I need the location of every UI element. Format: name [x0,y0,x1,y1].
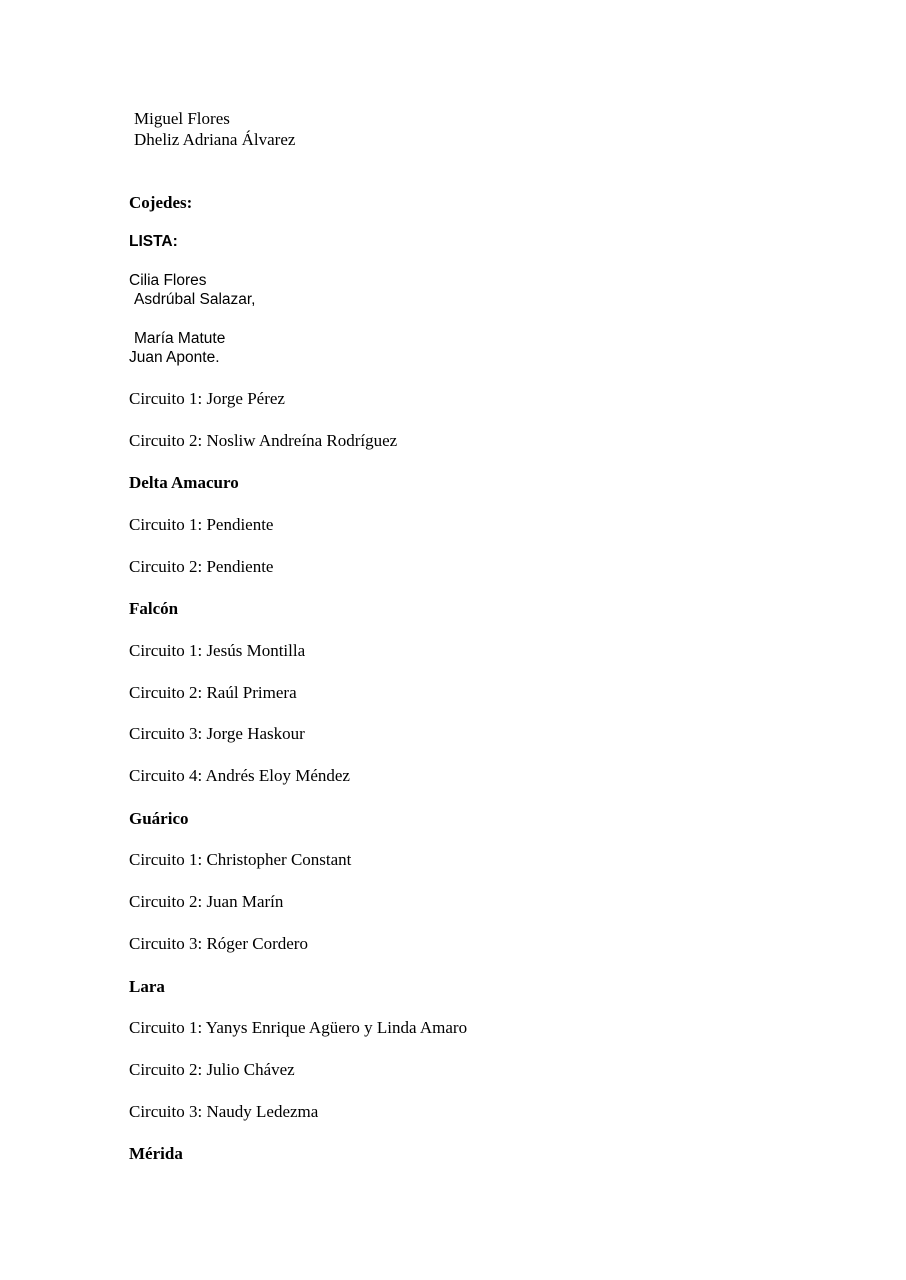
intro-name: Miguel Flores [134,109,230,128]
section-heading-cojedes: Cojedes: [129,193,193,212]
circuit-line: Circuito 1: Jorge Pérez [129,389,285,408]
circuit-line: Circuito 4: Andrés Eloy Méndez [129,766,350,785]
circuit-line: Circuito 2: Nosliw Andreína Rodríguez [129,431,398,450]
circuit-line: Circuito 3: Jorge Haskour [129,724,305,743]
lista-item: Asdrúbal Salazar, [134,291,256,308]
section-heading-guarico: Guárico [129,809,189,828]
section-heading-falcon: Falcón [129,599,179,618]
lista-item: María Matute [134,330,226,347]
circuit-line: Circuito 2: Julio Chávez [129,1060,295,1079]
section-heading-lara: Lara [129,977,165,996]
section-heading-delta-amacuro: Delta Amacuro [129,473,239,492]
intro-name: Dheliz Adriana Álvarez [134,130,296,149]
lista-item: Cilia Flores [129,272,207,289]
circuit-line: Circuito 2: Raúl Primera [129,683,297,702]
circuit-line: Circuito 3: Naudy Ledezma [129,1102,319,1121]
lista-item: Juan Aponte. [129,349,220,366]
lista-label: LISTA: [129,233,178,250]
circuit-line: Circuito 1: Christopher Constant [129,850,352,869]
circuit-line: Circuito 2: Pendiente [129,557,274,576]
circuit-line: Circuito 3: Róger Cordero [129,934,308,953]
section-heading-merida: Mérida [129,1144,183,1163]
circuit-line: Circuito 2: Juan Marín [129,892,284,911]
circuit-line: Circuito 1: Yanys Enrique Agüero y Linda Amaro [129,1018,468,1037]
circuit-line: Circuito 1: Pendiente [129,515,274,534]
circuit-line: Circuito 1: Jesús Montilla [129,641,306,660]
